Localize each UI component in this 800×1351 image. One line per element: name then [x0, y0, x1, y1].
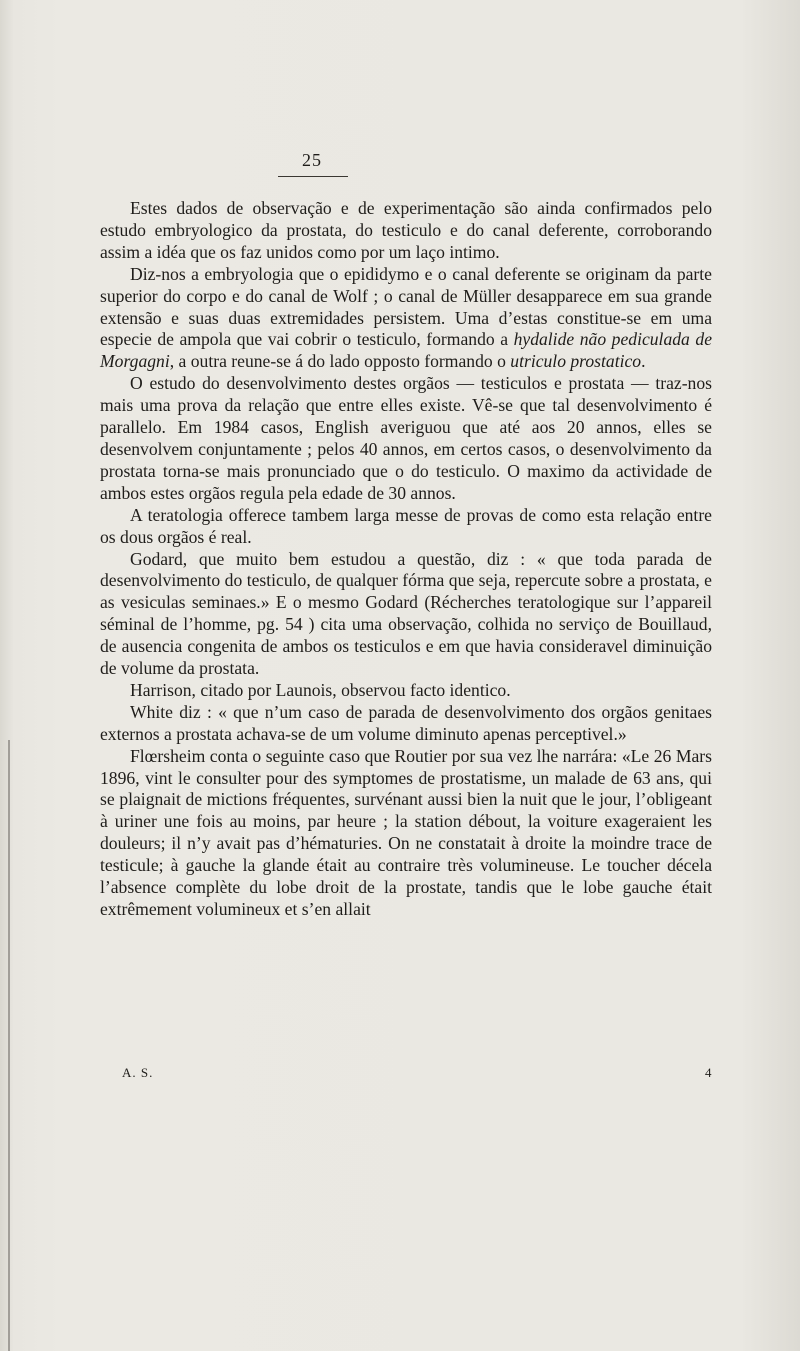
- paragraph-6: Harrison, citado por Launois, observou facto identico.: [130, 679, 511, 700]
- footer-signature: A. S.: [122, 1065, 154, 1080]
- paragraph-2-part-1: Diz-nos a embryologia que o epididymo e o canal deferente se originam da parte superior do corpo e do canal de Wolf ; o canal de Müller desapparece em sua grande extensão e suas duas extremidades persistem. Uma d’estas constitue-se em uma especie de ampola que vai cobrir o testiculo, formando a: [100, 263, 712, 350]
- paragraph-2: [100, 264, 712, 374]
- paragraph-2-part-2: , a outra reune-se á do lado opposto formando o: [169, 351, 506, 372]
- body-text: [100, 198, 712, 921]
- paragraph-2-part-3: .: [641, 351, 646, 372]
- paragraph-5: Godard, que muito bem estudou a questão, diz : « que toda parada de desenvolvimento do testiculo, de qualquer fórma que seja, repercute sobre a prostata, e as vesiculas seminaes.» E o mesmo Godard (Récherches teratologique sur l’appareil séminal de l’homme, pg. 54 ) cita uma observação, colhida no serviço de Bouillaud, de ausencia congenita de ambos os testiculos e em que havia consideravel diminuição de volume da prostata.: [100, 548, 712, 679]
- paragraph-4: A teratologia offerece tambem larga messe de provas de como esta relação entre os dous orgãos é real.: [100, 504, 712, 547]
- binding-edge: [8, 740, 10, 1351]
- paragraph-2-italic-2: utriculo prostatico: [510, 351, 642, 372]
- paragraph-8: Flœrsheim conta o seguinte caso que Routier por sua vez lhe narrára: «Le 26 Mars 1896, vint le consulter pour des symptomes de prostatisme, un malade de 63 ans, qui se plaignait de mictions fréquentes, survénant aussi bien la nuit que le jour, l’obligeant à uriner une fois au moins, par heure ; la station débout, la voiture exageraient les douleurs; il n’y avait pas d’hématuries. On ne constatait à droite la moindre trace de testicule; à gauche la glande était au contraire très volumineuse. Le toucher décela l’absence complète du lobe droit de la prostate, tandis que le lobe gauche était extrêmement volumineux et s’en allait: [100, 745, 712, 919]
- paragraph-7: White diz : « que n’um caso de parada de desenvolvimento dos orgãos genitaes externos a prostata achava-se de um volume diminuto apenas perceptivel.»: [100, 701, 712, 744]
- footer-sheet-number: 4: [705, 1065, 712, 1080]
- page-number: 25: [302, 150, 322, 170]
- paragraph-3: O estudo do desenvolvimento destes orgãos — testiculos e prostata — traz-nos mais uma prova da relação que entre elles existe. Vê-se que tal desenvolvimento é parallelo. Em 1984 casos, English averiguou que até aos 20 annos, elles se desenvolvem conjuntamente ; pelos 40 annos, em certos casos, o desenvolvimento da prostata torna-se mais pronunciado que o do testiculo. O maximo da actividade de ambos estes orgãos regula pela edade de 30 annos.: [100, 373, 712, 503]
- page-number-rule: [278, 176, 348, 177]
- paragraph-1: Estes dados de observação e de experimentação são ainda confirmados pelo estudo embryologico da prostata, do testiculo e do canal deferente, corroborando assim a idéa que os faz unidos como por um laço intimo.: [100, 198, 712, 262]
- paragraph-2-italic-1: hydalide não pediculada de Morgagni: [100, 329, 712, 372]
